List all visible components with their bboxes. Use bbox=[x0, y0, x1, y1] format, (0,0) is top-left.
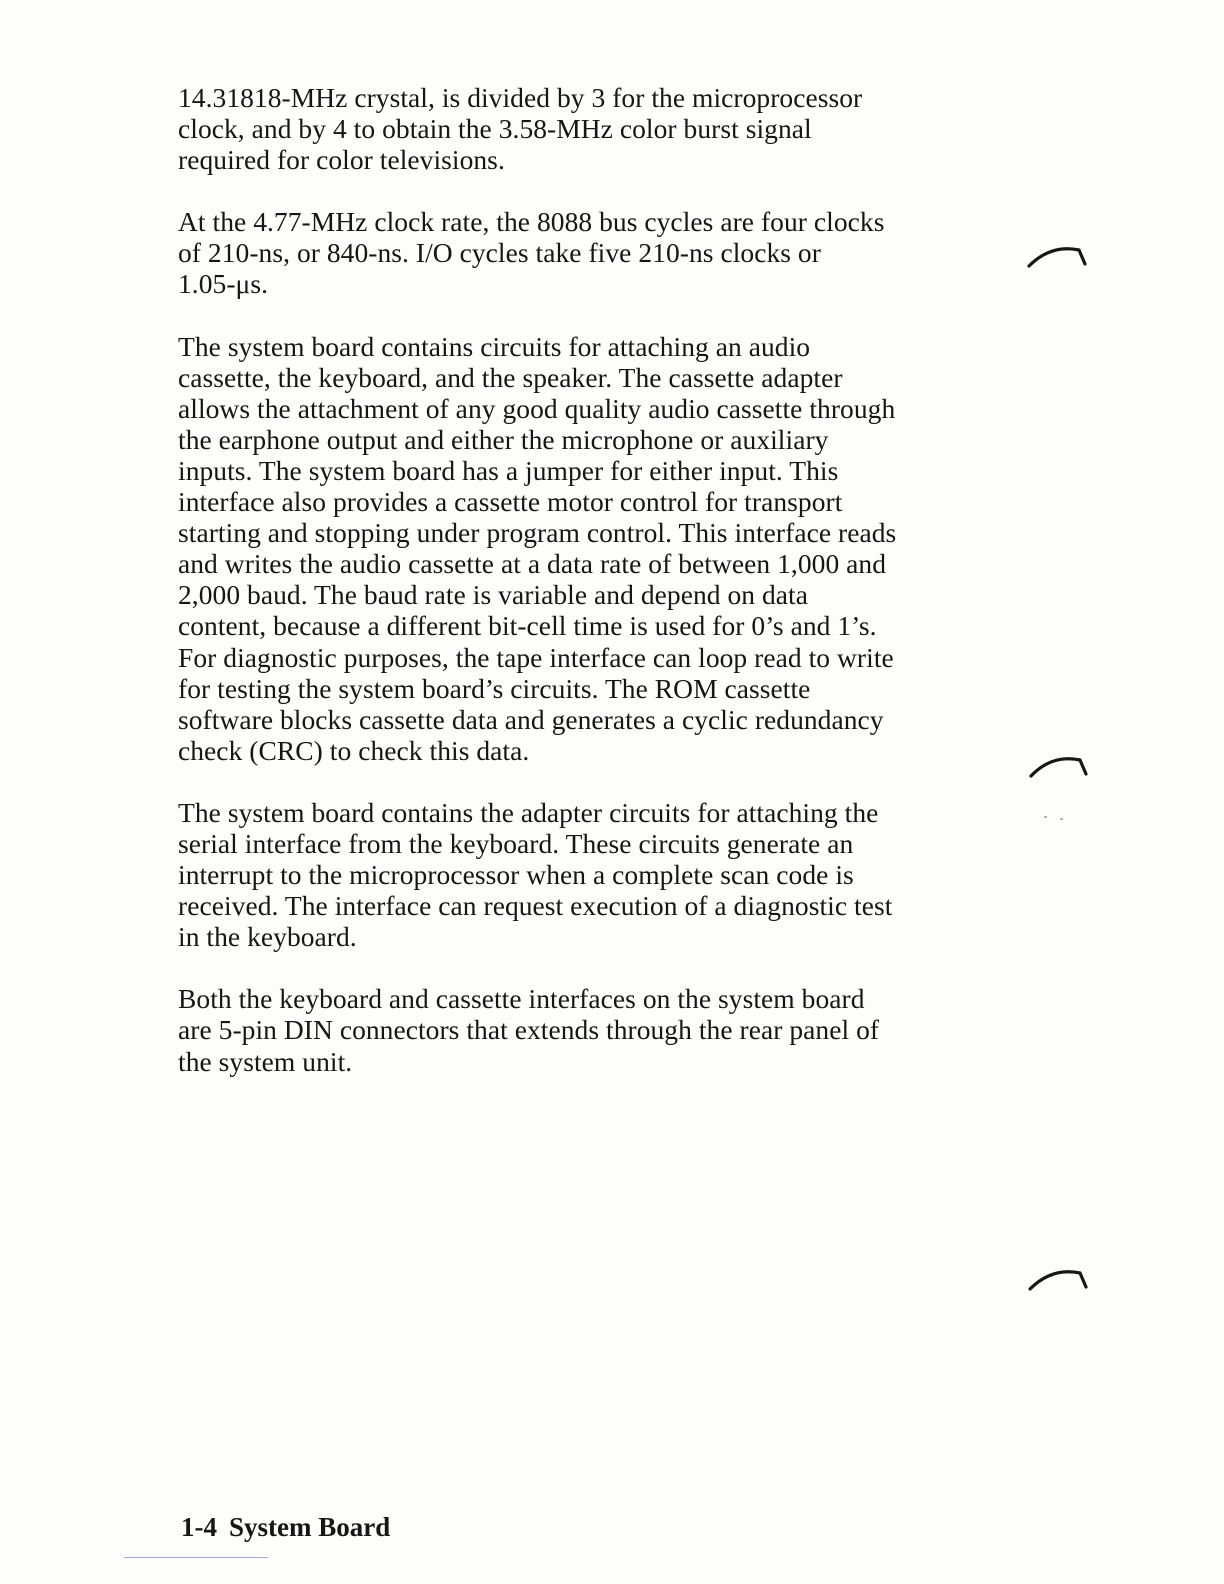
binder-arc-icon bbox=[1028, 1267, 1088, 1291]
text-line: allows the attachment of any good quality audio cassette through bbox=[178, 392, 896, 424]
text-line: clock, and by 4 to obtain the 3.58-MHz color burst signal bbox=[178, 113, 812, 145]
text-line: 14.31818-MHz crystal, is divided by 3 for the microprocessor bbox=[178, 82, 863, 113]
text-line: The system board contains the adapter circuits for attaching the bbox=[178, 796, 879, 828]
text-line: required for color televisions. bbox=[178, 144, 505, 176]
text-line: in the keyboard. bbox=[178, 921, 357, 953]
text-line: cassette, the keyboard, and the speaker. The cassette adapter bbox=[178, 361, 843, 393]
text-line: check (CRC) to check this data. bbox=[178, 734, 530, 766]
text-line: starting and stopping under program control. This interface reads bbox=[178, 517, 897, 549]
text-line: software blocks cassette data and generates a cyclic redundancy bbox=[178, 703, 884, 735]
paragraph-keyboard-interface bbox=[178, 797, 998, 952]
page-number: 1-4 bbox=[181, 1512, 217, 1542]
text-line: content, because a different bit-cell time is used for 0’s and 1’s. bbox=[178, 610, 877, 642]
text-line: Both the keyboard and cassette interfaces on the system board bbox=[178, 983, 865, 1015]
text-line: For diagnostic purposes, the tape interface can loop read to write bbox=[178, 641, 894, 673]
text-line: 1.05-μs. bbox=[178, 268, 269, 300]
text-line: inputs. The system board has a jumper for either input. This bbox=[178, 454, 839, 486]
text-line: for testing the system board’s circuits. The ROM cassette bbox=[178, 672, 811, 704]
section-title: System Board bbox=[229, 1512, 391, 1542]
paragraph-cassette-interface bbox=[178, 331, 998, 766]
text-line: interface also provides a cassette motor control for transport bbox=[178, 486, 843, 518]
paragraph-bus-cycles bbox=[178, 206, 998, 299]
text-line: At the 4.77-MHz clock rate, the 8088 bus cycles are four clocks bbox=[178, 206, 885, 238]
scan-speck bbox=[1060, 818, 1063, 820]
text-line: of 210-ns, or 840-ns. I/O cycles take five 210-ns clocks or bbox=[178, 237, 821, 269]
text-line: the earphone output and either the microphone or auxiliary bbox=[178, 423, 829, 455]
body-text bbox=[178, 82, 998, 1108]
text-line: 2,000 baud. The baud rate is variable and depend on data bbox=[178, 579, 808, 611]
page-footer bbox=[181, 1512, 390, 1543]
text-line: The system board contains circuits for attaching an audio bbox=[178, 330, 811, 362]
binder-arc-icon bbox=[1027, 244, 1087, 268]
paragraph-clock-crystal bbox=[178, 82, 998, 175]
text-line: received. The interface can request execution of a diagnostic test bbox=[178, 890, 893, 922]
scan-speck bbox=[1044, 816, 1047, 818]
footer-rule bbox=[124, 1557, 268, 1558]
text-line: interrupt to the microprocessor when a complete scan code is bbox=[178, 859, 854, 891]
paragraph-din-connectors bbox=[178, 983, 998, 1076]
text-line: are 5-pin DIN connectors that extends through the rear panel of bbox=[178, 1014, 880, 1046]
text-line: and writes the audio cassette at a data rate of between 1,000 and bbox=[178, 548, 887, 580]
text-line: serial interface from the keyboard. These circuits generate an bbox=[178, 827, 854, 859]
binder-arc-icon bbox=[1028, 754, 1088, 778]
text-line: the system unit. bbox=[178, 1045, 353, 1077]
